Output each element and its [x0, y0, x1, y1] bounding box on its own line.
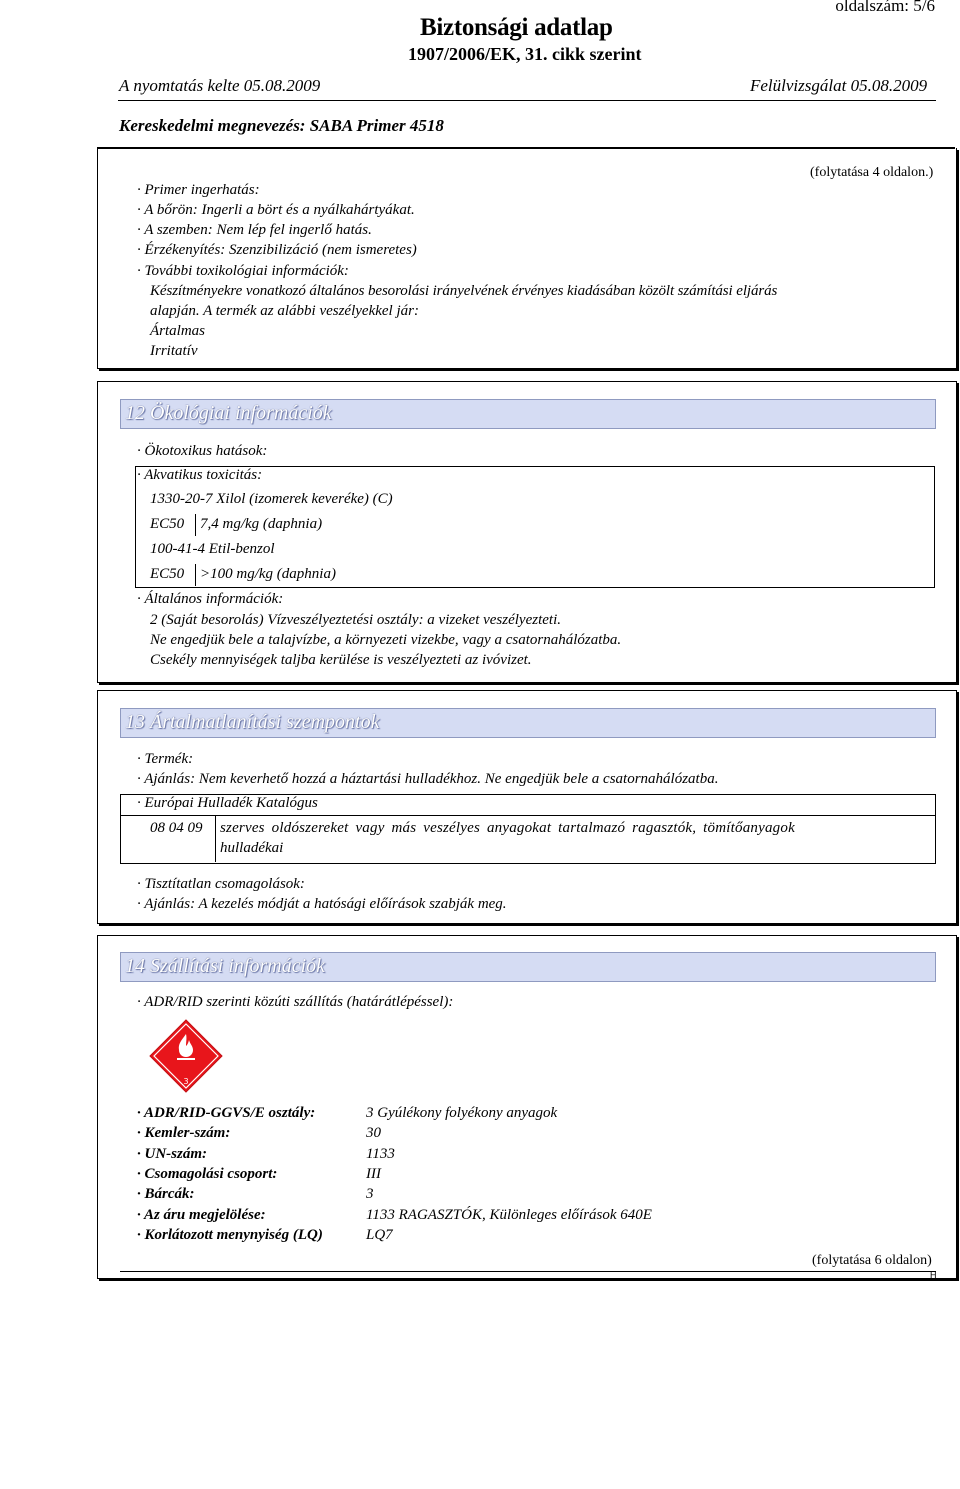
transport-row-value: III	[366, 1165, 381, 1182]
transport-row-value: LQ7	[366, 1226, 393, 1243]
general-info-label: · Általános információk:	[137, 591, 284, 607]
transport-row-label: · Kemler-szám:	[137, 1125, 231, 1142]
recommendation-line	[137, 771, 718, 788]
transport-row-value: 3	[366, 1186, 374, 1203]
sensitization-line	[137, 242, 417, 259]
ethylbenzene-ec50-value: >100 mg/kg (daphnia)	[200, 566, 336, 582]
general-info-2: Ne engedjük bele a talajvízbe, a környezeti vizekbe, vagy a csatornahálózatba.	[150, 632, 622, 648]
transport-row-value: 30	[366, 1125, 381, 1142]
transport-row-label: · ADR/RID-GGVS/E osztály:	[137, 1105, 316, 1121]
ewc-label: · Európai Hulladék Katalógus	[137, 795, 318, 811]
eyes-value: Nem lép fel ingerlő hatás.	[212, 222, 372, 238]
ewc-code: 08 04 09	[150, 820, 203, 836]
packaging-recommendation-value: A kezelés módját a hatósági előírások szabják meg.	[195, 896, 507, 912]
substance-ethylbenzene: 100-41-4 Etil-benzol	[150, 541, 275, 557]
transport-row-label: · Bárcák:	[137, 1186, 195, 1203]
document-title: Biztonsági adatlap	[420, 14, 613, 41]
table-divider	[195, 564, 196, 586]
ecotox-label: · Ökotoxikus hatások:	[137, 443, 268, 459]
ethylbenzene-ec50-key: EC50	[150, 566, 185, 582]
trade-name: Kereskedelmi megnevezés: SABA Primer 4518	[119, 116, 444, 135]
xylene-ec50-key: EC50	[150, 516, 185, 532]
language-mark: H	[930, 1270, 937, 1280]
hazard-harmful: Ártalmas	[150, 323, 206, 339]
section-14-title: 14 Szállítási információk	[125, 955, 325, 977]
recommendation-label: · Ajánlás:	[137, 771, 196, 787]
skin-label: · A bőrön:	[137, 202, 198, 218]
skin-value: Ingerli a bört és a nyálkahártyákat.	[197, 202, 415, 218]
aquatic-label: · Akvatikus toxicitás:	[137, 467, 263, 483]
ewc-divider	[215, 815, 216, 862]
primary-irritation-label: · Primer ingerhatás:	[137, 182, 260, 198]
sensitization-value: Szenzibilizáció (nem ismeretes)	[225, 242, 417, 258]
transport-row-label: · Korlátozott menynyiség (LQ)	[137, 1226, 323, 1243]
revision-date: Felülvizsgálat 05.08.2009	[750, 76, 928, 95]
section-12-title: 12 Ökológiai információk	[125, 402, 332, 424]
page-footer-line	[120, 1271, 936, 1272]
flammable-liquid-diamond	[148, 1018, 224, 1094]
continued-from: (folytatása 4 oldalon.)	[810, 165, 934, 180]
packaging-recommendation-label: · Ajánlás:	[137, 896, 196, 912]
document-subtitle: 1907/2006/EK, 31. cikk szerint	[408, 44, 642, 64]
ewc-description-1: szerves oldószereket vagy más veszélyes anyagokat tartalmazó ragasztók, tömítőanyagok	[220, 820, 795, 836]
transport-row-label: · UN-szám:	[137, 1145, 207, 1162]
substance-xylene: 1330-20-7 Xilol (izomerek keveréke) (C)	[150, 491, 393, 507]
page-number: oldalszám: 5/6	[835, 0, 935, 15]
sensitization-label: · Érzékenyítés:	[137, 242, 226, 258]
table-divider	[195, 514, 196, 536]
additional-tox-text-1: Készítményekre vonatkozó általános besorolási irányelvének érvényes kiadásában közölt számítási eljárás	[150, 283, 778, 299]
print-date: A nyomtatás kelte 05.08.2009	[119, 76, 321, 95]
packaging-recommendation-line	[137, 896, 507, 913]
eyes-label: · A szemben:	[137, 222, 213, 238]
section-13-header	[120, 708, 936, 738]
eyes-line	[137, 222, 372, 239]
additional-tox-label: · További toxikológiai információk:	[137, 263, 349, 279]
transport-row-value: 1133	[366, 1145, 395, 1162]
diamond-class-number: 3	[183, 1077, 189, 1086]
xylene-ec50-value: 7,4 mg/kg (daphnia)	[200, 516, 323, 532]
section-13-title: 13 Ártalmatlanítási szempontok	[125, 711, 380, 733]
transport-row-label: · Csomagolási csoport:	[137, 1165, 278, 1182]
ewc-description-2: hulladékai	[220, 840, 284, 856]
product-label: · Termék:	[137, 751, 194, 767]
transport-row-value: 1133 RAGASZTÓK, Különleges előírások 640E	[366, 1206, 652, 1223]
adr-label: · ADR/RID szerinti közúti szállítás (határátlépéssel):	[137, 994, 454, 1010]
general-info-1: 2 (Saját besorolás) Vízveszélyeztetési osztály: a vizeket veszélyezteti.	[150, 612, 561, 628]
section-12-header	[120, 399, 936, 429]
additional-tox-text-2: alapján. A termék az alábbi veszélyekkel jár:	[150, 303, 419, 319]
packaging-label: · Tisztítatlan csomagolások:	[137, 876, 305, 892]
ewc-row-top	[120, 815, 935, 816]
skin-line	[137, 202, 415, 219]
header-separator	[118, 100, 936, 101]
transport-row-label: · Az áru megjelölése:	[137, 1206, 266, 1223]
section-14-header	[120, 952, 936, 982]
transport-row-value: 3 Gyúlékony folyékony anyagok	[366, 1105, 558, 1121]
hazard-irritant: Irritatív	[150, 343, 198, 359]
general-info-3: Csekély mennyiségek taljba kerülése is veszélyezteti az ivóvizet.	[150, 652, 532, 668]
recommendation-value: Nem keverhető hozzá a háztartási hulladékhoz. Ne engedjük bele a csatornahálózatba.	[195, 771, 719, 787]
continued-to: (folytatása 6 oldalon)	[812, 1253, 932, 1268]
